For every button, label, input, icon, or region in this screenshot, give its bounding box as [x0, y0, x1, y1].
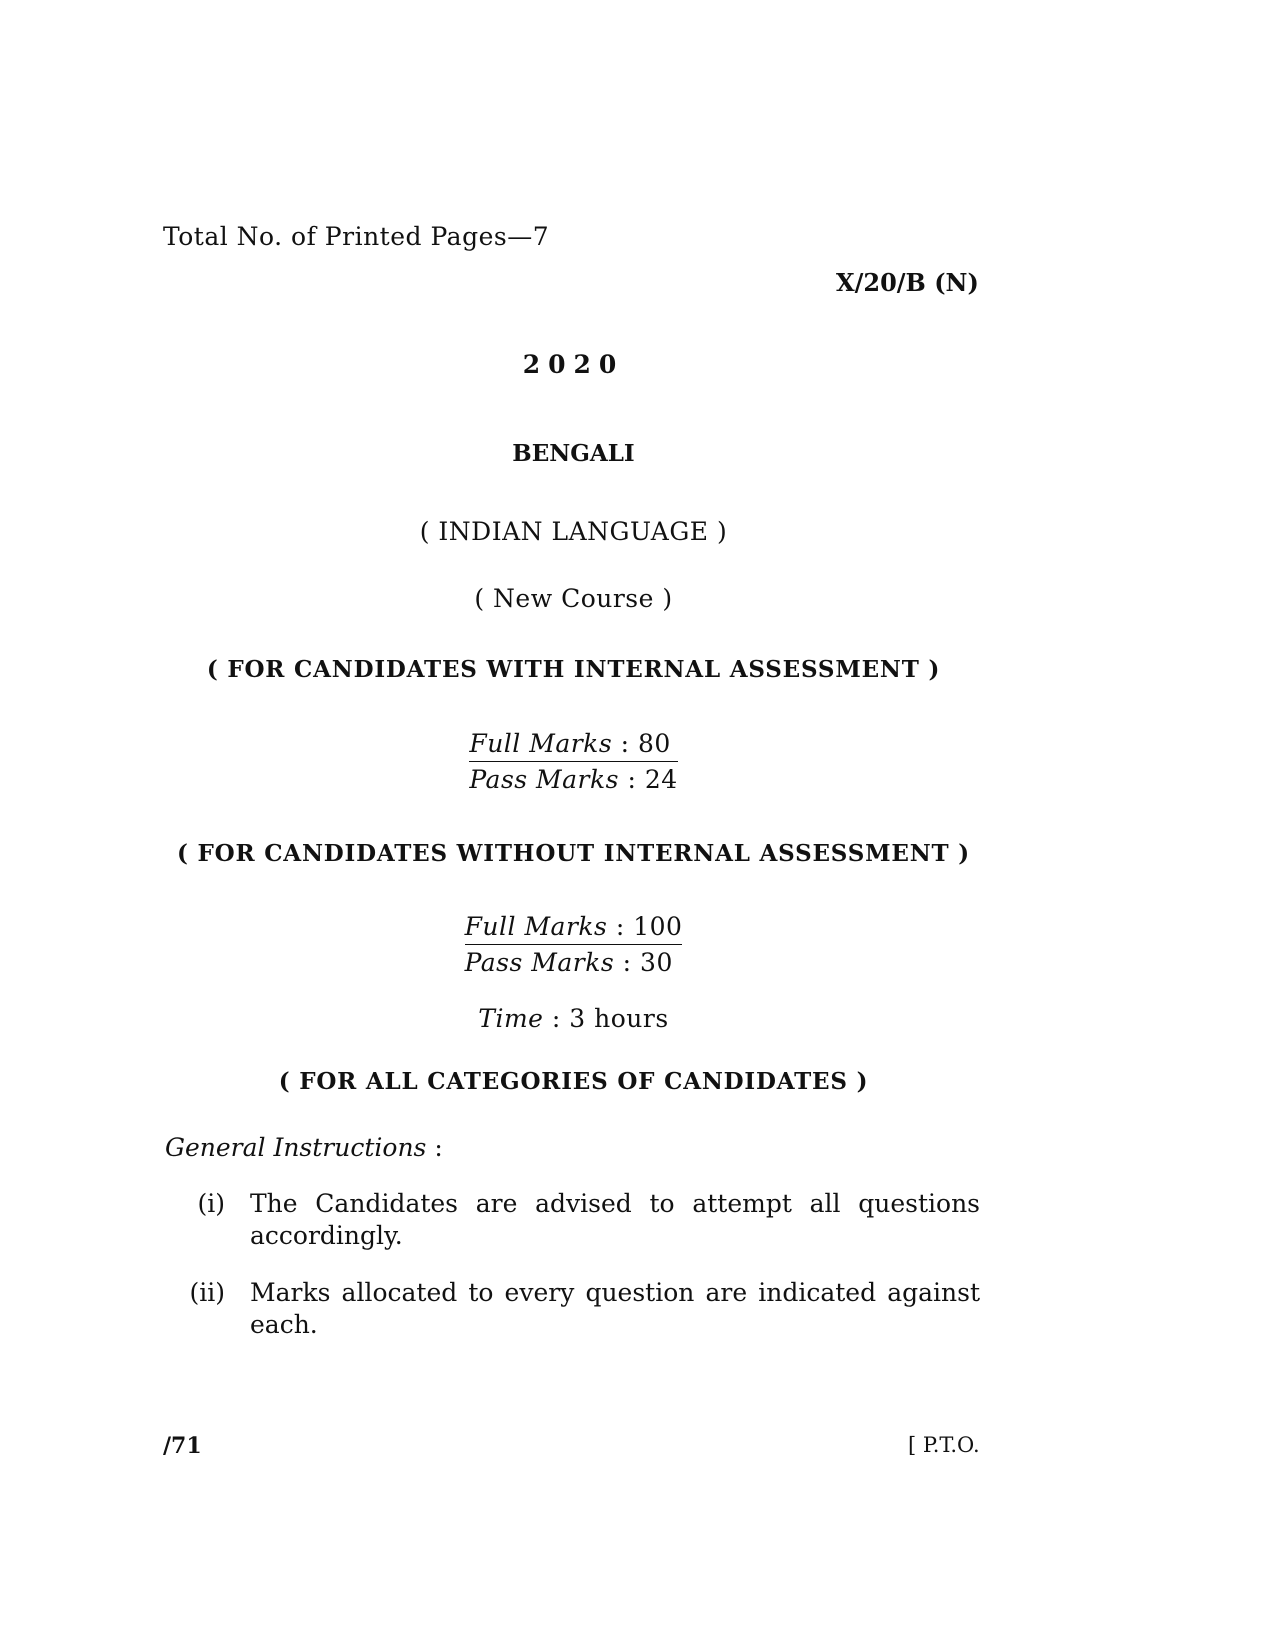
- exam-duration: [0, 1004, 1147, 1033]
- time-label: Time: [478, 1004, 544, 1033]
- pass-marks-value: : 24: [627, 765, 678, 794]
- full-marks-value: : 100: [615, 912, 683, 941]
- general-instructions-colon: :: [434, 1133, 443, 1162]
- instruction-text: The Candidates are advised to attempt all questions accordingly.: [250, 1189, 980, 1250]
- pass-marks-label: Pass Marks: [464, 948, 615, 977]
- full-marks-label: Full Marks: [469, 729, 613, 758]
- without-ia-heading: ( FOR CANDIDATES WITHOUT INTERNAL ASSESSMENT ): [177, 840, 970, 867]
- instruction-text: Marks allocated to every question are indicated against each.: [250, 1278, 980, 1339]
- general-instructions-label: General Instructions: [165, 1133, 427, 1162]
- printed-pages-count: Total No. of Printed Pages—7: [163, 222, 550, 251]
- pass-marks-value: : 30: [622, 948, 673, 977]
- instruction-number: (i): [197, 1189, 225, 1218]
- time-value: : 3 hours: [551, 1004, 669, 1033]
- pass-marks-label: Pass Marks: [469, 765, 619, 794]
- page-footer-code: /71: [163, 1433, 202, 1459]
- general-instructions-heading: [165, 1133, 443, 1162]
- with-ia-full-marks: [469, 729, 677, 762]
- without-ia-marks: [0, 912, 1147, 977]
- without-ia-full-marks: [465, 912, 683, 945]
- instruction-number: (ii): [189, 1278, 225, 1307]
- full-marks-label: Full Marks: [464, 912, 608, 941]
- full-marks-value: : 80: [620, 729, 671, 758]
- paper-code: X/20/B (N): [836, 268, 979, 297]
- pto-marker: [ P.T.O.: [908, 1433, 980, 1457]
- with-ia-pass-marks: [469, 765, 677, 794]
- exam-year: 2020: [522, 350, 625, 379]
- with-ia-marks: [0, 729, 1147, 794]
- all-categories-heading: ( FOR ALL CATEGORIES OF CANDIDATES ): [278, 1068, 869, 1095]
- subject-title: BENGALI: [512, 440, 635, 467]
- course-subtitle: ( New Course ): [474, 584, 673, 613]
- without-ia-pass-marks: [465, 948, 683, 977]
- language-subtitle: ( INDIAN LANGUAGE ): [419, 517, 728, 546]
- with-ia-heading: ( FOR CANDIDATES WITH INTERNAL ASSESSMENT ): [206, 656, 941, 683]
